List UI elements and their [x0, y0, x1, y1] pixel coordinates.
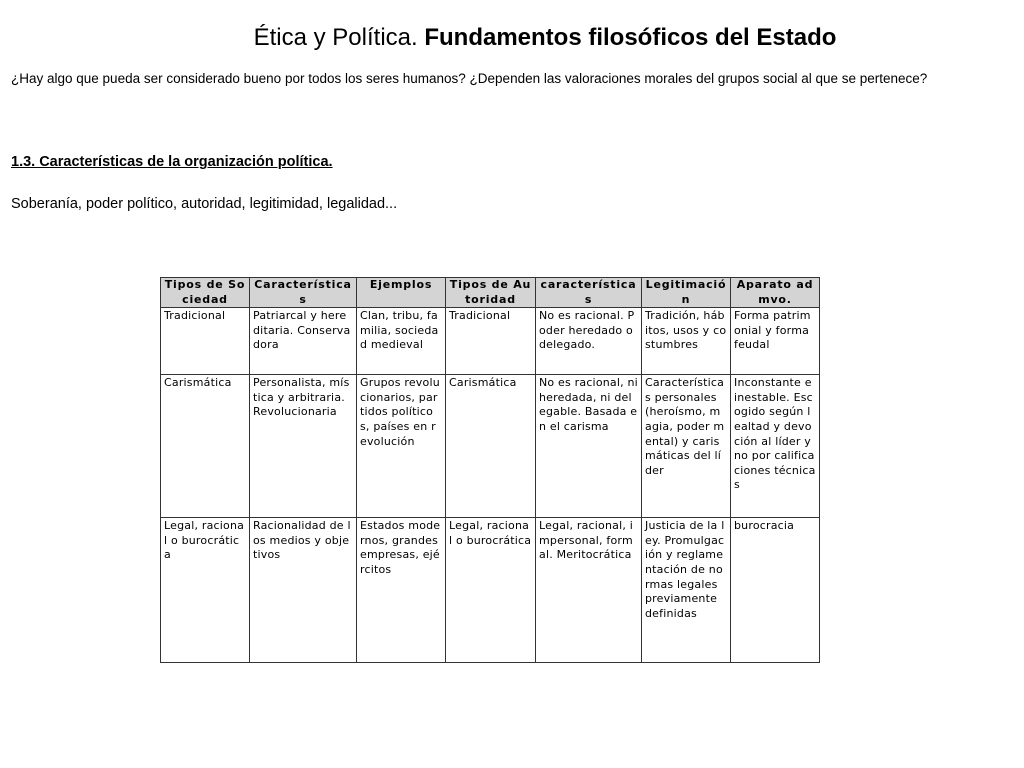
slide-title-bold: Fundamentos filosóficos del Estado [424, 24, 837, 51]
table-cell: Tradición, hábitos, usos y costumbres [642, 308, 731, 375]
table-row [161, 375, 820, 518]
slide-title-light: Ética y Política. [253, 24, 418, 51]
table-cell: Características personales (heroísmo, magia, poder mental) y carismáticas del líder [642, 375, 731, 518]
table-cell: Legal, racional o burocrática [446, 518, 536, 663]
header-caracteristicas: Características [250, 278, 357, 308]
header-ejemplos: Ejemplos [357, 278, 446, 308]
concepts-list: Soberanía, poder político, autoridad, legitimidad, legalidad... [11, 196, 398, 212]
section-heading: 1.3. Características de la organización política. [11, 154, 333, 170]
table-row [161, 518, 820, 663]
table-cell: Personalista, mística y arbitraria. Revolucionaria [250, 375, 357, 518]
header-tipos-sociedad: Tipos de Sociedad [161, 278, 250, 308]
table-cell: Estados modernos, grandes empresas, ejércitos [357, 518, 446, 663]
table-cell: No es racional. Poder heredado o delegado. [536, 308, 642, 375]
intro-question: ¿Hay algo que pueda ser considerado bueno por todos los seres humanos? ¿Dependen las valoraciones morales del grupos social al que se pertenece? [11, 71, 928, 86]
table-header-row [161, 278, 820, 308]
header-caracteristicas-autoridad: características [536, 278, 642, 308]
table-cell: Justicia de la ley. Promulgación y reglamentación de normas legales previamente definidas [642, 518, 731, 663]
table-cell: No es racional, ni heredada, ni delegable. Basada en el carisma [536, 375, 642, 518]
table-cell: Grupos revolucionarios, partidos políticos, países en revolución [357, 375, 446, 518]
table-cell: Patriarcal y hereditaria. Conservadora [250, 308, 357, 375]
table-cell: Carismática [161, 375, 250, 518]
table-cell: burocracia [731, 518, 820, 663]
slide-title [0, 22, 1024, 54]
header-tipos-autoridad: Tipos de Autoridad [446, 278, 536, 308]
header-legitimacion: Legitimación [642, 278, 731, 308]
table-cell: Forma patrimonial y forma feudal [731, 308, 820, 375]
table-cell: Clan, tribu, familia, sociedad medieval [357, 308, 446, 375]
table-cell: Inconstante e inestable. Escogido según lealtad y devoción al líder y no por calificaciones técnicas [731, 375, 820, 518]
table-cell: Tradicional [161, 308, 250, 375]
table-cell: Carismática [446, 375, 536, 518]
table-cell: Legal, racional o burocrática [161, 518, 250, 663]
header-aparato-admvo: Aparato admvo. [731, 278, 820, 308]
table-row [161, 308, 820, 375]
political-organization-table [160, 277, 820, 663]
table-cell: Racionalidad de los medios y objetivos [250, 518, 357, 663]
table-cell: Tradicional [446, 308, 536, 375]
table-cell: Legal, racional, impersonal, formal. Meritocrática [536, 518, 642, 663]
